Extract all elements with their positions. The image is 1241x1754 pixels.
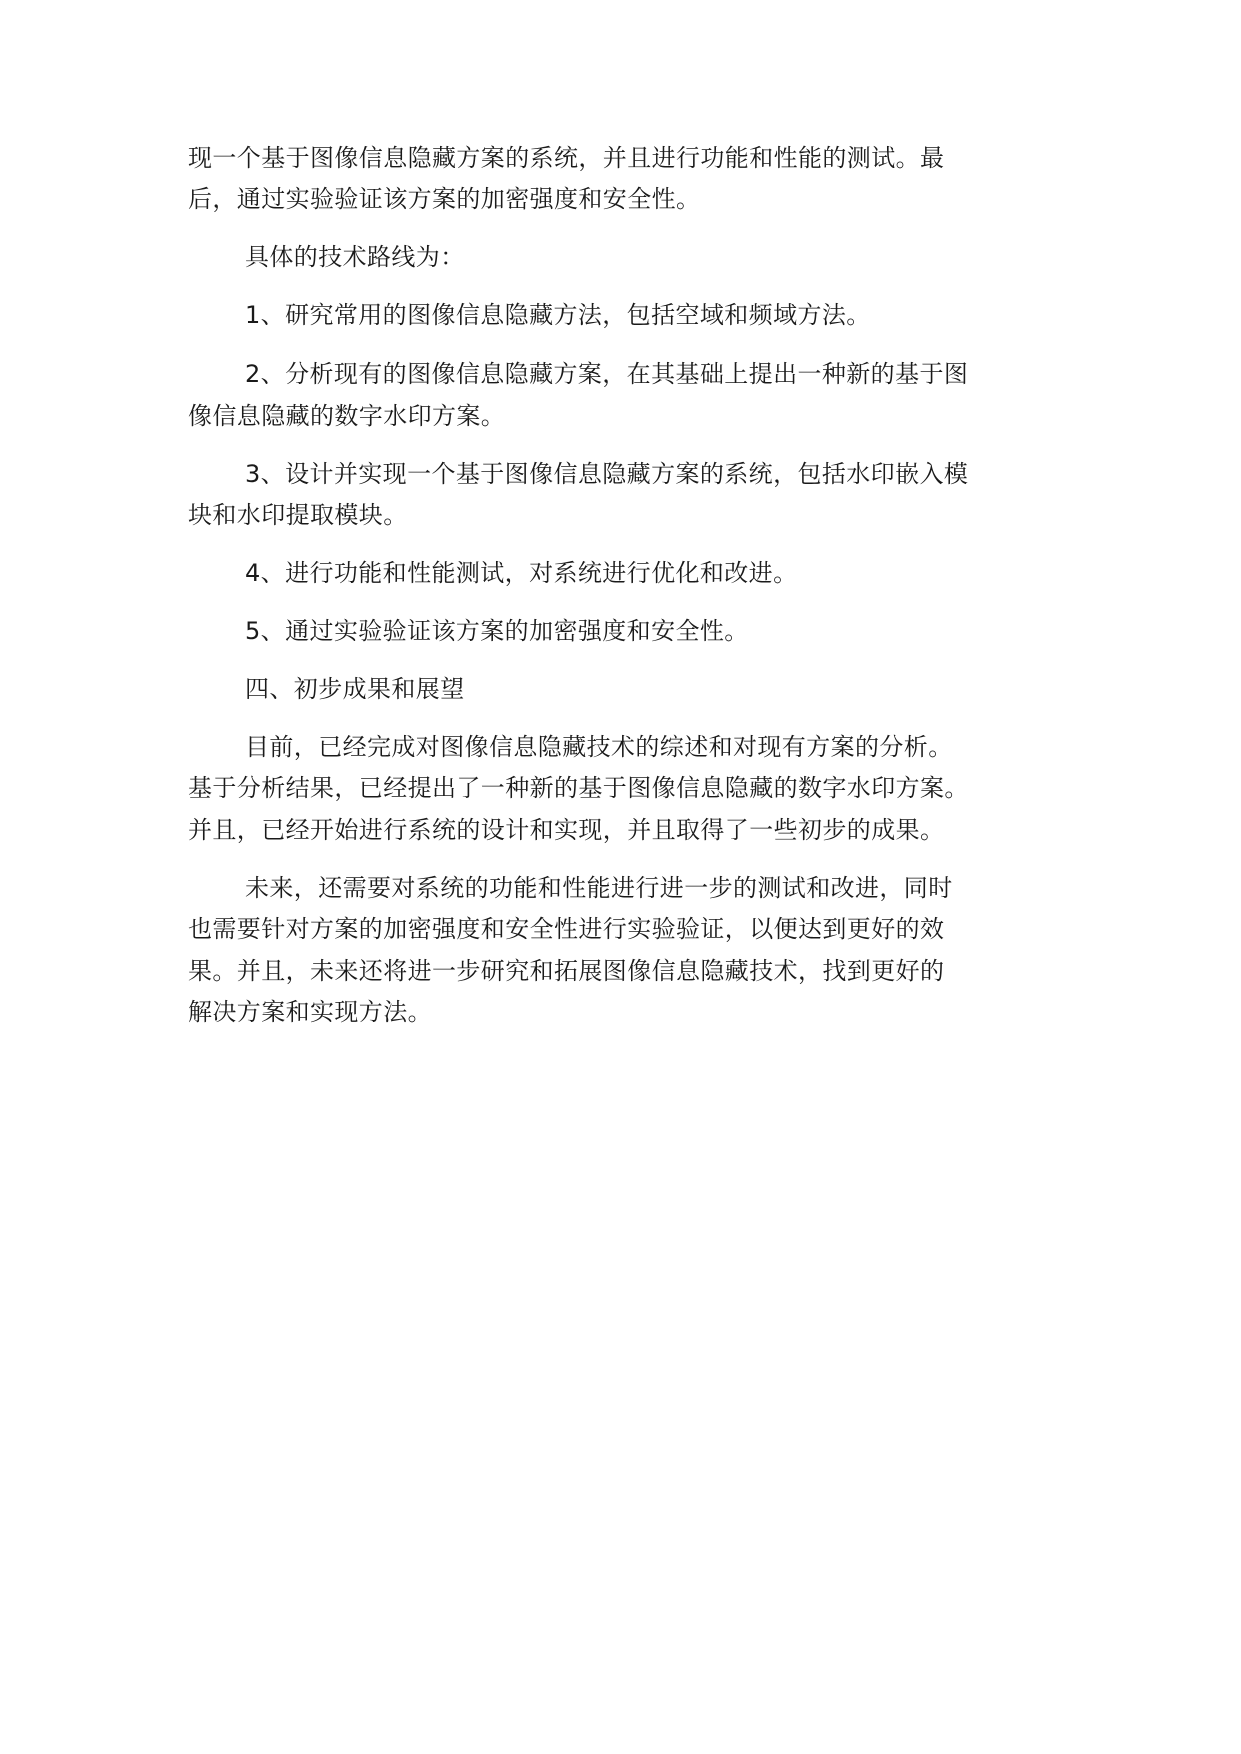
outlook-paragraph-line-2: 也需要针对方案的加密强度和安全性进行实验验证，以便达到更好的效 (188, 915, 945, 943)
paragraph-intro-line-1: 现一个基于图像信息隐藏方案的系统，并且进行功能和性能的测试。最 (188, 144, 945, 172)
route-item-2-line-1: 2、分析现有的图像信息隐藏方案，在其基础上提出一种新的基于图 (245, 360, 969, 388)
outlook-paragraph-line-1: 未来，还需要对系统的功能和性能进行进一步的测试和改进，同时 (245, 874, 953, 902)
paragraph-intro-line-2: 后，通过实验验证该方案的加密强度和安全性。 (188, 185, 701, 213)
route-item-5: 5、通过实验验证该方案的加密强度和安全性。 (245, 617, 749, 645)
route-item-2-line-2: 像信息隐藏的数字水印方案。 (188, 402, 506, 430)
outlook-paragraph-line-4: 解决方案和实现方法。 (188, 998, 432, 1026)
technical-route-heading: 具体的技术路线为： (245, 243, 465, 271)
section-heading: 四、初步成果和展望 (245, 675, 465, 703)
outlook-paragraph-line-3: 果。并且，未来还将进一步研究和拓展图像信息隐藏技术，找到更好的 (188, 957, 945, 985)
progress-paragraph-line-2: 基于分析结果，已经提出了一种新的基于图像信息隐藏的数字水印方案。 (188, 774, 969, 802)
progress-paragraph-line-1: 目前，已经完成对图像信息隐藏技术的综述和对现有方案的分析。 (245, 733, 953, 761)
route-item-3-line-1: 3、设计并实现一个基于图像信息隐藏方案的系统，包括水印嵌入模 (245, 460, 969, 488)
route-item-1: 1、研究常用的图像信息隐藏方法，包括空域和频域方法。 (245, 301, 871, 329)
route-item-4: 4、进行功能和性能测试，对系统进行优化和改进。 (245, 559, 798, 587)
progress-paragraph-line-3: 并且，已经开始进行系统的设计和实现，并且取得了一些初步的成果。 (188, 816, 945, 844)
route-item-3-line-2: 块和水印提取模块。 (188, 501, 408, 529)
